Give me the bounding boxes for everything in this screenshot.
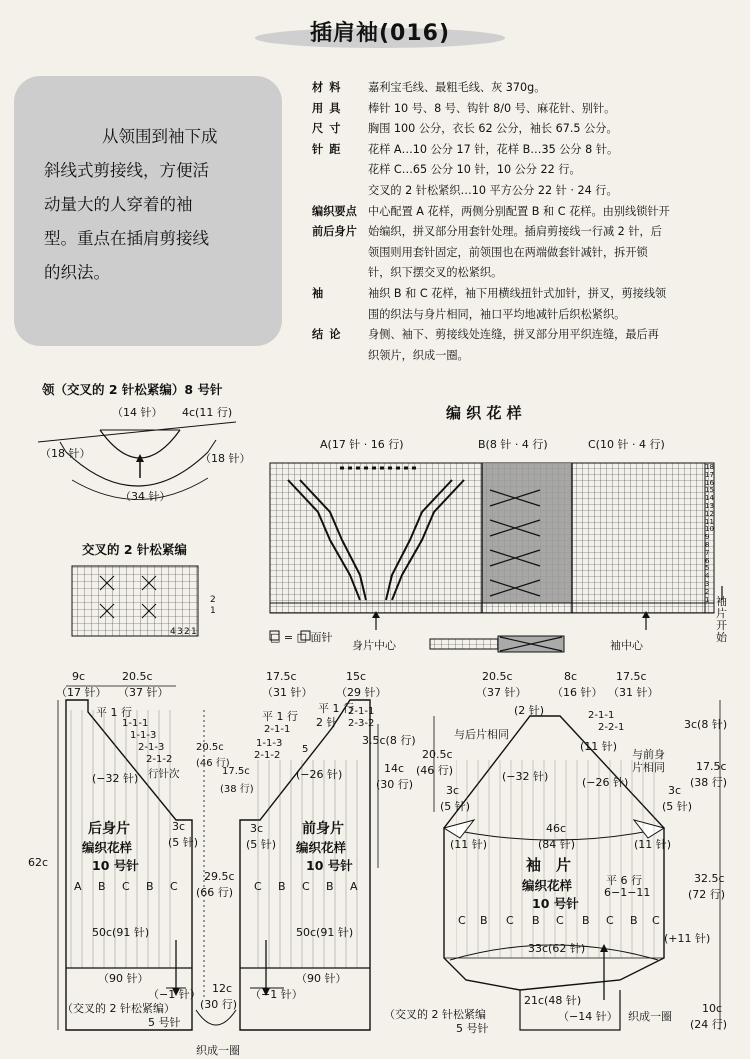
back-minus: （−1 针） <box>148 988 201 1001</box>
rib-col-label: 1 <box>191 627 197 637</box>
sleeve-center-label: 袖中心 <box>610 639 643 652</box>
spec-label: 材料 <box>312 81 347 94</box>
back-top-2b: （37 针） <box>118 686 169 699</box>
sleeve-plus: (+11 针) <box>664 932 711 945</box>
sleeve-start-label: 袖片开始 <box>716 595 727 644</box>
front-dec-3: 2 针 <box>316 716 338 729</box>
spec-text: 针，织下摆交叉的松紧织。 <box>368 266 503 280</box>
front-needle: 10 号针 <box>306 858 353 873</box>
pattern-row-number: 4 <box>705 572 710 581</box>
back-step-note: 行针次 <box>148 768 180 780</box>
rib-col-label: 3 <box>177 627 183 637</box>
front-neck-dec: (−26 针) <box>296 768 343 781</box>
spec-label: 前后身片 <box>312 225 357 239</box>
sleeve-left-11: (11 针) <box>450 838 488 851</box>
front-right-hb: (30 行) <box>376 778 414 791</box>
intro-line: 型。重点在插肩剪接线 <box>44 229 209 248</box>
front-dec-2: 平 1 行 <box>318 702 354 715</box>
back-needle: 10 号针 <box>92 858 139 873</box>
back-col: B <box>146 880 154 893</box>
sleeve-name: 袖 片 <box>526 856 572 874</box>
intro-line: 的织法。 <box>44 263 110 282</box>
pattern-row-number: 15 <box>705 486 714 495</box>
collar-top-count: （14 针） <box>112 406 163 419</box>
spec-label: 编织要点 <box>312 204 357 218</box>
front-top-1: 17.5c <box>266 670 297 683</box>
sleeve-pattern: 编织花样 <box>522 878 573 893</box>
sleeve-h-right: 17.5c <box>696 760 727 773</box>
spec-text: 棒针 10 号、8 号、钩针 8/0 号、麻花针、别针。 <box>368 101 616 115</box>
intro-line: 斜线式剪接线，方便活 <box>44 161 209 180</box>
spec-label: 针距 <box>312 142 347 156</box>
sleeve-rib: （交叉的 2 针松紧编 <box>384 1008 486 1021</box>
sleeve-top-2: 8c <box>564 670 578 683</box>
pattern-legend-face: □ = □ 面针 <box>270 631 333 644</box>
front-col: C <box>302 880 310 893</box>
sleeve-side-right-b: (5 针) <box>662 800 693 813</box>
pattern-row-number: 14 <box>705 494 714 503</box>
sleeve-crown-step: 2-2-1 <box>598 722 625 733</box>
collar-right-count: （18 针） <box>200 452 251 465</box>
mid-round: 织成一圈 <box>196 1044 240 1057</box>
pattern-row-number: 11 <box>705 517 714 526</box>
front-pattern: 编织花样 <box>296 840 347 855</box>
collar-heading: 领（交叉的 2 针松紧编）8 号针 <box>42 382 223 397</box>
rib-chart <box>72 566 198 636</box>
mid-h3: 12c <box>212 982 233 995</box>
sleeve-rib-needle: 5 号针 <box>456 1022 489 1035</box>
sleeve-col: B <box>480 914 488 927</box>
sleeve-dec-left: (−32 针) <box>502 770 549 783</box>
back-top-1: 9c <box>72 670 86 683</box>
sleeve-col: C <box>506 914 514 927</box>
rib-heading: 交叉的 2 针松紧编 <box>82 542 187 557</box>
spec-text: 始编织，拼叉部分用套针处理。插肩剪接线一行减 2 针，后 <box>368 225 662 239</box>
body-center-label: 身片中心 <box>352 639 396 652</box>
pattern-row-number: 3 <box>705 580 710 588</box>
collar-bottom-count: （34 针） <box>120 490 171 503</box>
sleeve-l325b: (72 行) <box>688 888 726 901</box>
back-top-1b: （17 针） <box>56 686 107 699</box>
sleeve-side-right: 3c <box>668 784 682 797</box>
sleeve-cuff: 10c <box>702 1002 723 1015</box>
front-step: 2-1-1 <box>264 724 291 735</box>
spec-label: 用具 <box>312 101 347 115</box>
spec-text: 花样 A…10 公分 17 针，花样 B…35 公分 8 针。 <box>368 142 619 156</box>
front-col: A <box>350 880 358 893</box>
collar-left-count: （18 针） <box>40 447 91 460</box>
back-dec-count: (−32 针) <box>92 772 139 785</box>
sleeve-top-st: (2 针) <box>514 704 545 717</box>
front-col: C <box>254 880 262 893</box>
front-top-1b: （31 针） <box>262 686 313 699</box>
sleeve-col: C <box>556 914 564 927</box>
sleeve-flat: 平 6 行 <box>606 874 642 887</box>
back-col: C <box>122 880 130 893</box>
sleeve-top-right: 3c(8 针) <box>684 718 728 731</box>
pattern-chart <box>270 463 722 652</box>
back-height: 62c <box>28 856 49 869</box>
sleeve-round: 织成一圈 <box>628 1010 672 1023</box>
sleeve-side-left: 3c <box>446 784 460 797</box>
front-side-b: (5 针) <box>246 838 277 851</box>
front-neck: 3.5c(8 行) <box>362 734 416 747</box>
spec-text: 袖织 B 和 C 花样，袖下用横线扭针式加针，拼叉，剪接线领 <box>368 286 667 300</box>
sleeve-right-11: (11 针) <box>634 838 672 851</box>
sleeve-top-3b: （31 针） <box>608 686 659 699</box>
back-dec-label: 平 1 行 <box>96 706 132 719</box>
sleeve-top-3: 17.5c <box>616 670 647 683</box>
collar-side-count: 4c(11 行) <box>182 406 233 419</box>
sleeve-top-1: 20.5c <box>482 670 513 683</box>
sleeve-col: B <box>582 914 590 927</box>
pattern-row-number: 16 <box>705 478 714 487</box>
sleeve-top-1b: （37 针） <box>476 686 527 699</box>
front-right-h: 14c <box>384 762 405 775</box>
sleeve-col: B <box>630 914 638 927</box>
pattern-row-number: 1 <box>705 595 710 604</box>
pattern-a-label: A(17 针 · 16 行) <box>320 438 404 451</box>
sleeve-col: B <box>532 914 540 927</box>
sleeve-flat-step: 6−1−11 <box>604 886 651 899</box>
back-side-b: (5 针) <box>168 836 199 849</box>
rib-col-label: 4 <box>170 627 176 637</box>
back-top-2: 20.5c <box>122 670 153 683</box>
sleeve-h-left: 20.5c <box>422 748 453 761</box>
sleeve-crown: (11 针) <box>580 740 618 753</box>
pattern-row-number: 12 <box>705 509 714 518</box>
back-name: 后身片 <box>88 821 130 837</box>
back-step: 2-1-2 <box>146 754 173 765</box>
sleeve-cuff-b: (24 行) <box>690 1018 728 1031</box>
back-col: A <box>74 880 82 893</box>
back-col: B <box>98 880 106 893</box>
mid-h3b: (30 行) <box>200 998 238 1011</box>
spec-label: 尺寸 <box>312 122 347 136</box>
sleeve-h-left-b: (46 行) <box>416 764 454 777</box>
spec-text: 嘉利宝毛线、最粗毛线、灰 370g。 <box>368 81 546 94</box>
sleeve-w84: (84 针) <box>538 838 576 851</box>
front-minus: （−1 针） <box>250 988 303 1001</box>
pattern-heading: 编 织 花 样 <box>446 404 522 422</box>
pattern-row-number: 10 <box>705 525 714 534</box>
front-side: 3c <box>250 822 264 835</box>
front-step-r: 2-1-1 <box>348 706 375 717</box>
pattern-row-number: 2 <box>705 587 710 596</box>
back-hem: （90 针） <box>98 972 149 985</box>
intro-line: 从领围到袖下成 <box>102 127 218 146</box>
back-width: 50c(91 针) <box>92 926 150 939</box>
front-width: 50c(91 针) <box>296 926 354 939</box>
spec-text: 花样 C…65 公分 10 针，10 公分 22 行。 <box>368 163 581 177</box>
sleeve-needle: 10 号针 <box>532 896 579 911</box>
sleeve-h-right-b: (38 行) <box>690 776 728 789</box>
spec-label: 结论 <box>312 328 347 342</box>
mid-h2: 29.5c <box>204 870 235 883</box>
sleeve-col: C <box>458 914 466 927</box>
pattern-row-number: 7 <box>705 548 710 557</box>
pattern-b-label: B(8 针 · 4 行) <box>478 438 548 451</box>
sleeve-w33: 33c(62 针) <box>528 942 586 955</box>
pattern-row-number: 17 <box>705 470 714 479</box>
sleeve-col: C <box>606 914 614 927</box>
pattern-row-number: 13 <box>705 502 714 510</box>
spec-label: 袖 <box>312 286 330 300</box>
front-col: B <box>326 880 334 893</box>
pattern-row-number: 5 <box>705 564 710 573</box>
spec-text: 身侧、袖下、剪接线处连缝，拼叉部分用平织连缝，最后再 <box>368 328 659 342</box>
page-title: 插肩袖(016) <box>309 21 451 46</box>
back-side: 3c <box>172 820 186 833</box>
back-step: 1-1-1 <box>122 718 149 729</box>
sleeve-minus14: （−14 针） <box>558 1010 618 1023</box>
front-hem: （90 针） <box>296 972 347 985</box>
back-rib: （交叉的 2 针松紧编） <box>62 1002 175 1015</box>
spec-text: 胸围 100 公分，衣长 62 公分，袖长 67.5 公分。 <box>368 122 618 136</box>
spec-text: 交叉的 2 针松紧织…10 平方公分 22 针 · 24 行。 <box>368 183 618 197</box>
sleeve-same-front: 与前身片相同 <box>632 748 665 774</box>
front-dec-1: 平 1 行 <box>262 710 298 723</box>
rib-row-label: 2 <box>210 595 216 605</box>
intro-line: 动量大的人穿着的袖 <box>44 195 193 214</box>
back-step: 1-1-3 <box>130 730 157 741</box>
back-pattern: 编织花样 <box>82 840 133 855</box>
back-rib-needle: 5 号针 <box>148 1016 181 1029</box>
rib-row-label: 1 <box>210 606 216 616</box>
back-raglan-b: (46 行) <box>196 758 230 769</box>
front-top-2: 15c <box>346 670 367 683</box>
front-step-r: 2-3-2 <box>348 718 375 729</box>
mid-h2b: (66 行) <box>196 886 234 899</box>
front-step-5: 5 <box>302 744 309 755</box>
sleeve-piece <box>434 700 723 1030</box>
sleeve-w21: 21c(48 针) <box>524 994 582 1007</box>
sleeve-side-left-b: (5 针) <box>440 800 471 813</box>
spec-text: 围的织法与身片相同，袖口平均地减针后织松紧织。 <box>368 307 626 321</box>
mid-h1b: (38 行) <box>220 784 254 795</box>
pattern-row-number: 18 <box>705 463 714 471</box>
front-col: B <box>278 880 286 893</box>
pattern-c-label: C(10 针 · 4 行) <box>588 438 665 451</box>
sleeve-same-back: 与后片相同 <box>454 728 509 741</box>
sleeve-dec-right: (−26 针) <box>582 776 629 789</box>
front-step: 2-1-2 <box>254 750 281 761</box>
spec-text: 中心配置 A 花样，两侧分别配置 B 和 C 花样。由别线锁针开 <box>368 204 670 218</box>
sleeve-col: C <box>652 914 660 927</box>
back-step: 2-1-3 <box>138 742 165 753</box>
sleeve-l325: 32.5c <box>694 872 725 885</box>
sleeve-w46: 46c <box>546 822 567 835</box>
pattern-row-number: 6 <box>705 556 710 565</box>
back-raglan: 20.5c <box>196 742 224 753</box>
pattern-row-number: 9 <box>705 533 710 542</box>
pattern-row-number: 8 <box>705 541 710 549</box>
spec-text: 织领片，织成一圈。 <box>368 348 469 362</box>
rib-col-label: 2 <box>184 627 190 637</box>
front-step: 1-1-3 <box>256 738 283 749</box>
front-name: 前身片 <box>302 821 344 837</box>
mid-h1: 17.5c <box>222 766 250 777</box>
back-col: C <box>170 880 178 893</box>
sleeve-top-2b: （16 针） <box>552 686 603 699</box>
front-top-2b: （29 针） <box>336 686 387 699</box>
spec-text: 领围则用套针固定，前领围也在两端做套针减针，拆开锁 <box>368 245 648 259</box>
sleeve-crown-step: 2-1-1 <box>588 710 615 721</box>
